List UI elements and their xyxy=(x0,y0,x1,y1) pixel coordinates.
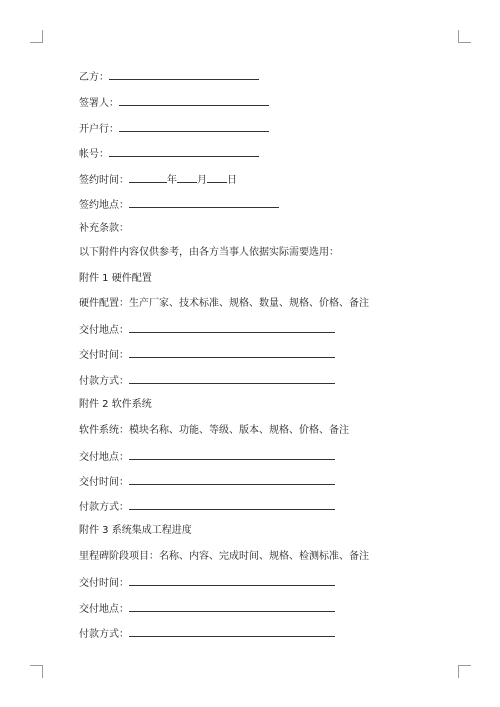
sign-place-line xyxy=(79,197,279,213)
field-blank xyxy=(129,575,335,586)
field-blank xyxy=(129,449,335,460)
field-blank xyxy=(129,322,335,333)
intro-text: 以下附件内容仅供参考，由各方当事人依据实际需要选用： xyxy=(79,247,339,258)
field-label: 交付地点： xyxy=(79,604,129,615)
party-b-line xyxy=(79,69,259,85)
year-label: 年 xyxy=(167,175,177,186)
field-label: 交付时间： xyxy=(79,350,129,361)
year-blank xyxy=(129,172,167,183)
account-blank xyxy=(109,146,259,157)
supplement-line xyxy=(79,222,129,236)
crop-mark-top-right xyxy=(458,30,471,43)
account-label: 帐号： xyxy=(79,149,109,160)
day-label: 日 xyxy=(227,175,237,186)
field-label: 交付地点： xyxy=(79,452,129,463)
annex3-field-payment xyxy=(79,626,335,642)
annex2-field-payment xyxy=(79,499,335,515)
annex3-desc: 里程碑阶段项目：名称、内容、完成时间、规格、检测标准、备注 xyxy=(79,551,369,562)
field-blank xyxy=(129,474,335,485)
sign-date-line xyxy=(79,172,237,188)
field-blank xyxy=(129,347,335,358)
annex2-desc: 软件系统：模块名称、功能、等级、版本、规格、价格、备注 xyxy=(79,425,349,436)
signatory-blank xyxy=(119,95,269,106)
bank-label: 开户行： xyxy=(79,124,119,135)
day-blank xyxy=(207,172,227,183)
sign-place-blank xyxy=(129,197,279,208)
annex1-desc: 硬件配置：生产厂家、技术标准、规格、数量、规格、价格、备注 xyxy=(79,298,369,309)
field-blank xyxy=(129,373,335,384)
crop-mark-top-left xyxy=(30,30,43,43)
field-label: 交付地点： xyxy=(79,325,129,336)
field-blank xyxy=(129,626,335,637)
month-blank xyxy=(177,172,197,183)
bank-line xyxy=(79,121,269,137)
annex3-field-delivery-place xyxy=(79,601,335,617)
bank-blank xyxy=(119,121,269,132)
annex2-field-delivery-time xyxy=(79,474,335,490)
field-label: 交付时间： xyxy=(79,477,129,488)
field-label: 付款方式： xyxy=(79,376,129,387)
party-b-label: 乙方： xyxy=(79,72,109,83)
party-b-blank xyxy=(109,69,259,80)
month-label: 月 xyxy=(197,175,207,186)
annex3-title: 附件 3 系统集成工程进度 xyxy=(79,525,192,536)
signatory-label: 签署人： xyxy=(79,98,119,109)
crop-mark-bottom-left xyxy=(30,665,43,678)
field-label: 交付时间： xyxy=(79,578,129,589)
account-line xyxy=(79,146,259,162)
field-label: 付款方式： xyxy=(79,502,129,513)
annex1-title: 附件 1 硬件配置 xyxy=(79,273,152,284)
annex2-field-delivery-place xyxy=(79,449,335,465)
field-blank xyxy=(129,499,335,510)
annex1-field-delivery-place xyxy=(79,322,335,338)
annex3-field-delivery-time xyxy=(79,575,335,591)
sign-place-label: 签约地点： xyxy=(79,200,129,211)
annex1-field-payment xyxy=(79,373,335,389)
signatory-line xyxy=(79,95,269,111)
field-label: 付款方式： xyxy=(79,629,129,640)
annex2-title: 附件 2 软件系统 xyxy=(79,399,152,410)
crop-mark-bottom-right xyxy=(458,665,471,678)
field-blank xyxy=(129,601,335,612)
annex1-field-delivery-time xyxy=(79,347,335,363)
sign-date-label: 签约时间： xyxy=(79,175,129,186)
supplement-label: 补充条款： xyxy=(79,223,129,234)
